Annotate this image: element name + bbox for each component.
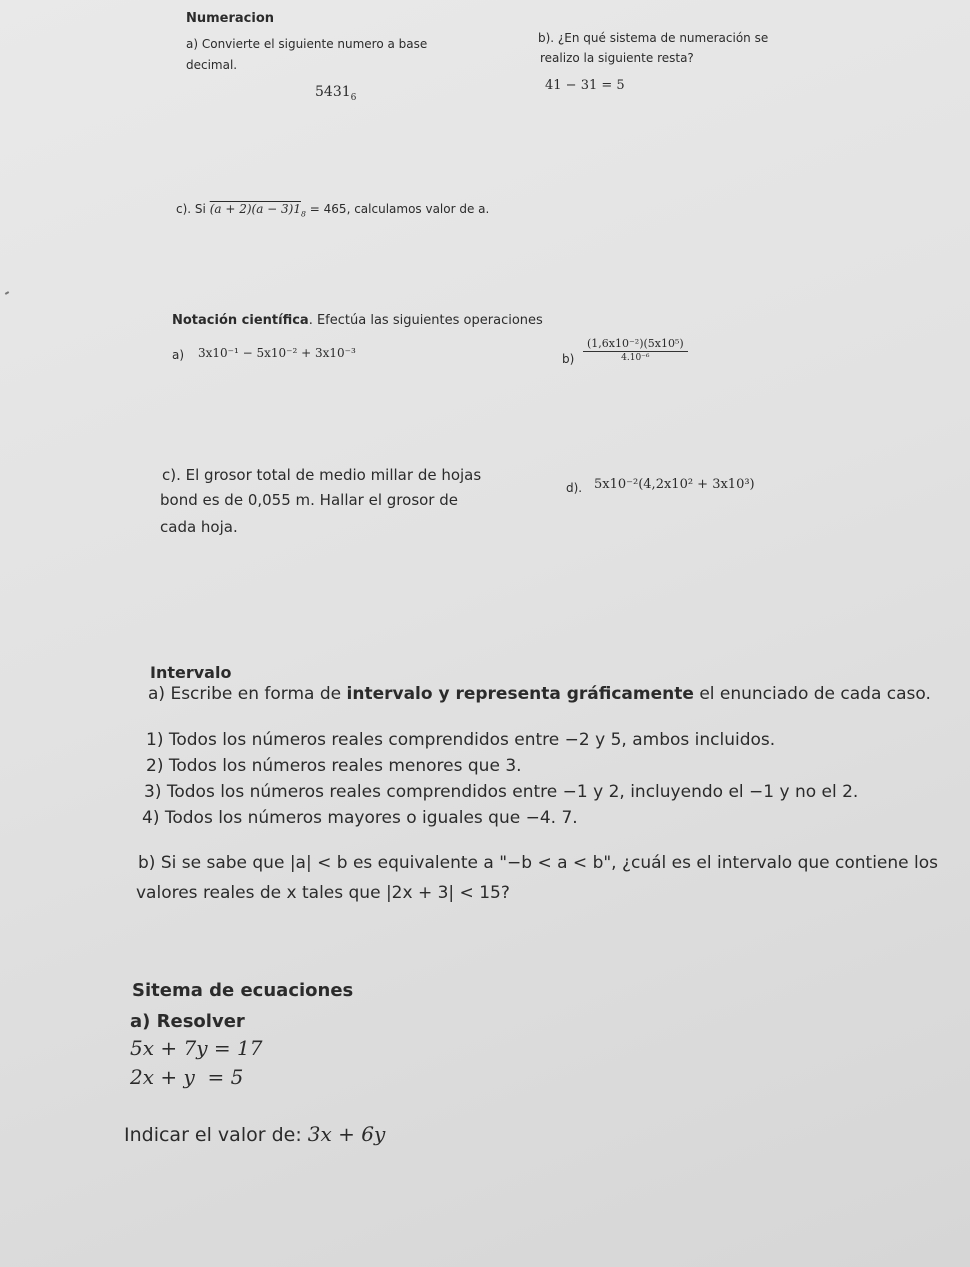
numeracion-b-expression: 41 − 31 = 5 (545, 78, 625, 93)
intervalo-item-4: 4) Todos los números mayores o iguales que −4. 7. (142, 808, 578, 828)
intervalo-a-instruction: a) Escribe en forma de intervalo y representa gráficamente el enunciado de cada caso. (148, 684, 931, 704)
numeracion-a-number: $5431_6$ (315, 84, 357, 103)
notacion-d-expression: 5x10⁻²(4,2x10² + 3x10³) (594, 477, 755, 492)
notacion-a-expression: 3x10⁻¹ − 5x10⁻² + 3x10⁻³ (198, 346, 356, 360)
intervalo-item-3: 3) Todos los números reales comprendidos entre −1 y 2, incluyendo el −1 y no el 2. (144, 782, 859, 802)
notacion-b-denominator: 4.10⁻⁶ (621, 353, 650, 363)
notacion-b-label: b) (562, 352, 575, 366)
section-title-notacion: Notación científica. Efectúa las siguientes operaciones (172, 313, 543, 328)
numeracion-b-label: b). ¿En qué sistema de numeración se (538, 31, 769, 45)
intervalo-item-1: 1) Todos los números reales comprendidos entre −2 y 5, ambos incluidos. (146, 730, 776, 750)
section-title-sistema: Sitema de ecuaciones (132, 980, 354, 1001)
notacion-b-fraction (583, 337, 688, 363)
section-title-intervalo: Intervalo (150, 663, 232, 682)
paper-mark (5, 291, 9, 295)
numeracion-a-label-2: decimal. (186, 58, 238, 72)
intervalo-b-line-2: valores reales de x tales que |2x + 3| < 15? (136, 883, 510, 903)
sistema-indicar: Indicar el valor de: 3x + 6y (124, 1122, 386, 1146)
notacion-d-label: d). (566, 481, 583, 495)
section-title-numeracion: Numeracion (186, 11, 275, 26)
notacion-c-line-1: c). El grosor total de medio millar de hojas (162, 466, 482, 484)
sistema-equation-1: 5x + 7y = 17 (130, 1036, 263, 1060)
notacion-a-label: a) (172, 348, 185, 362)
notacion-c-line-2: bond es de 0,055 m. Hallar el grosor de (160, 491, 458, 509)
notacion-c-line-3: cada hoja. (160, 518, 238, 536)
sistema-equation-2: 2x + y = 5 (130, 1065, 244, 1089)
numeracion-c-statement: c). Si $(a + 2)(a - 3)1_8 = 465$, calculamos valor de a. (176, 202, 490, 219)
notacion-b-numerator: (1,6x10⁻²)(5x10⁵) (583, 337, 688, 352)
intervalo-item-2: 2) Todos los números reales menores que 3. (146, 756, 522, 776)
intervalo-b-line-1: b) Si se sabe que |a| < b es equivalente a "−b < a < b", ¿cuál es el intervalo que contiene los (138, 853, 939, 873)
numeracion-a-label: a) Convierte el siguiente numero a base (186, 37, 428, 51)
numeracion-b-label-2: realizo la siguiente resta? (540, 51, 694, 65)
sistema-a-label: a) Resolver (130, 1011, 245, 1032)
